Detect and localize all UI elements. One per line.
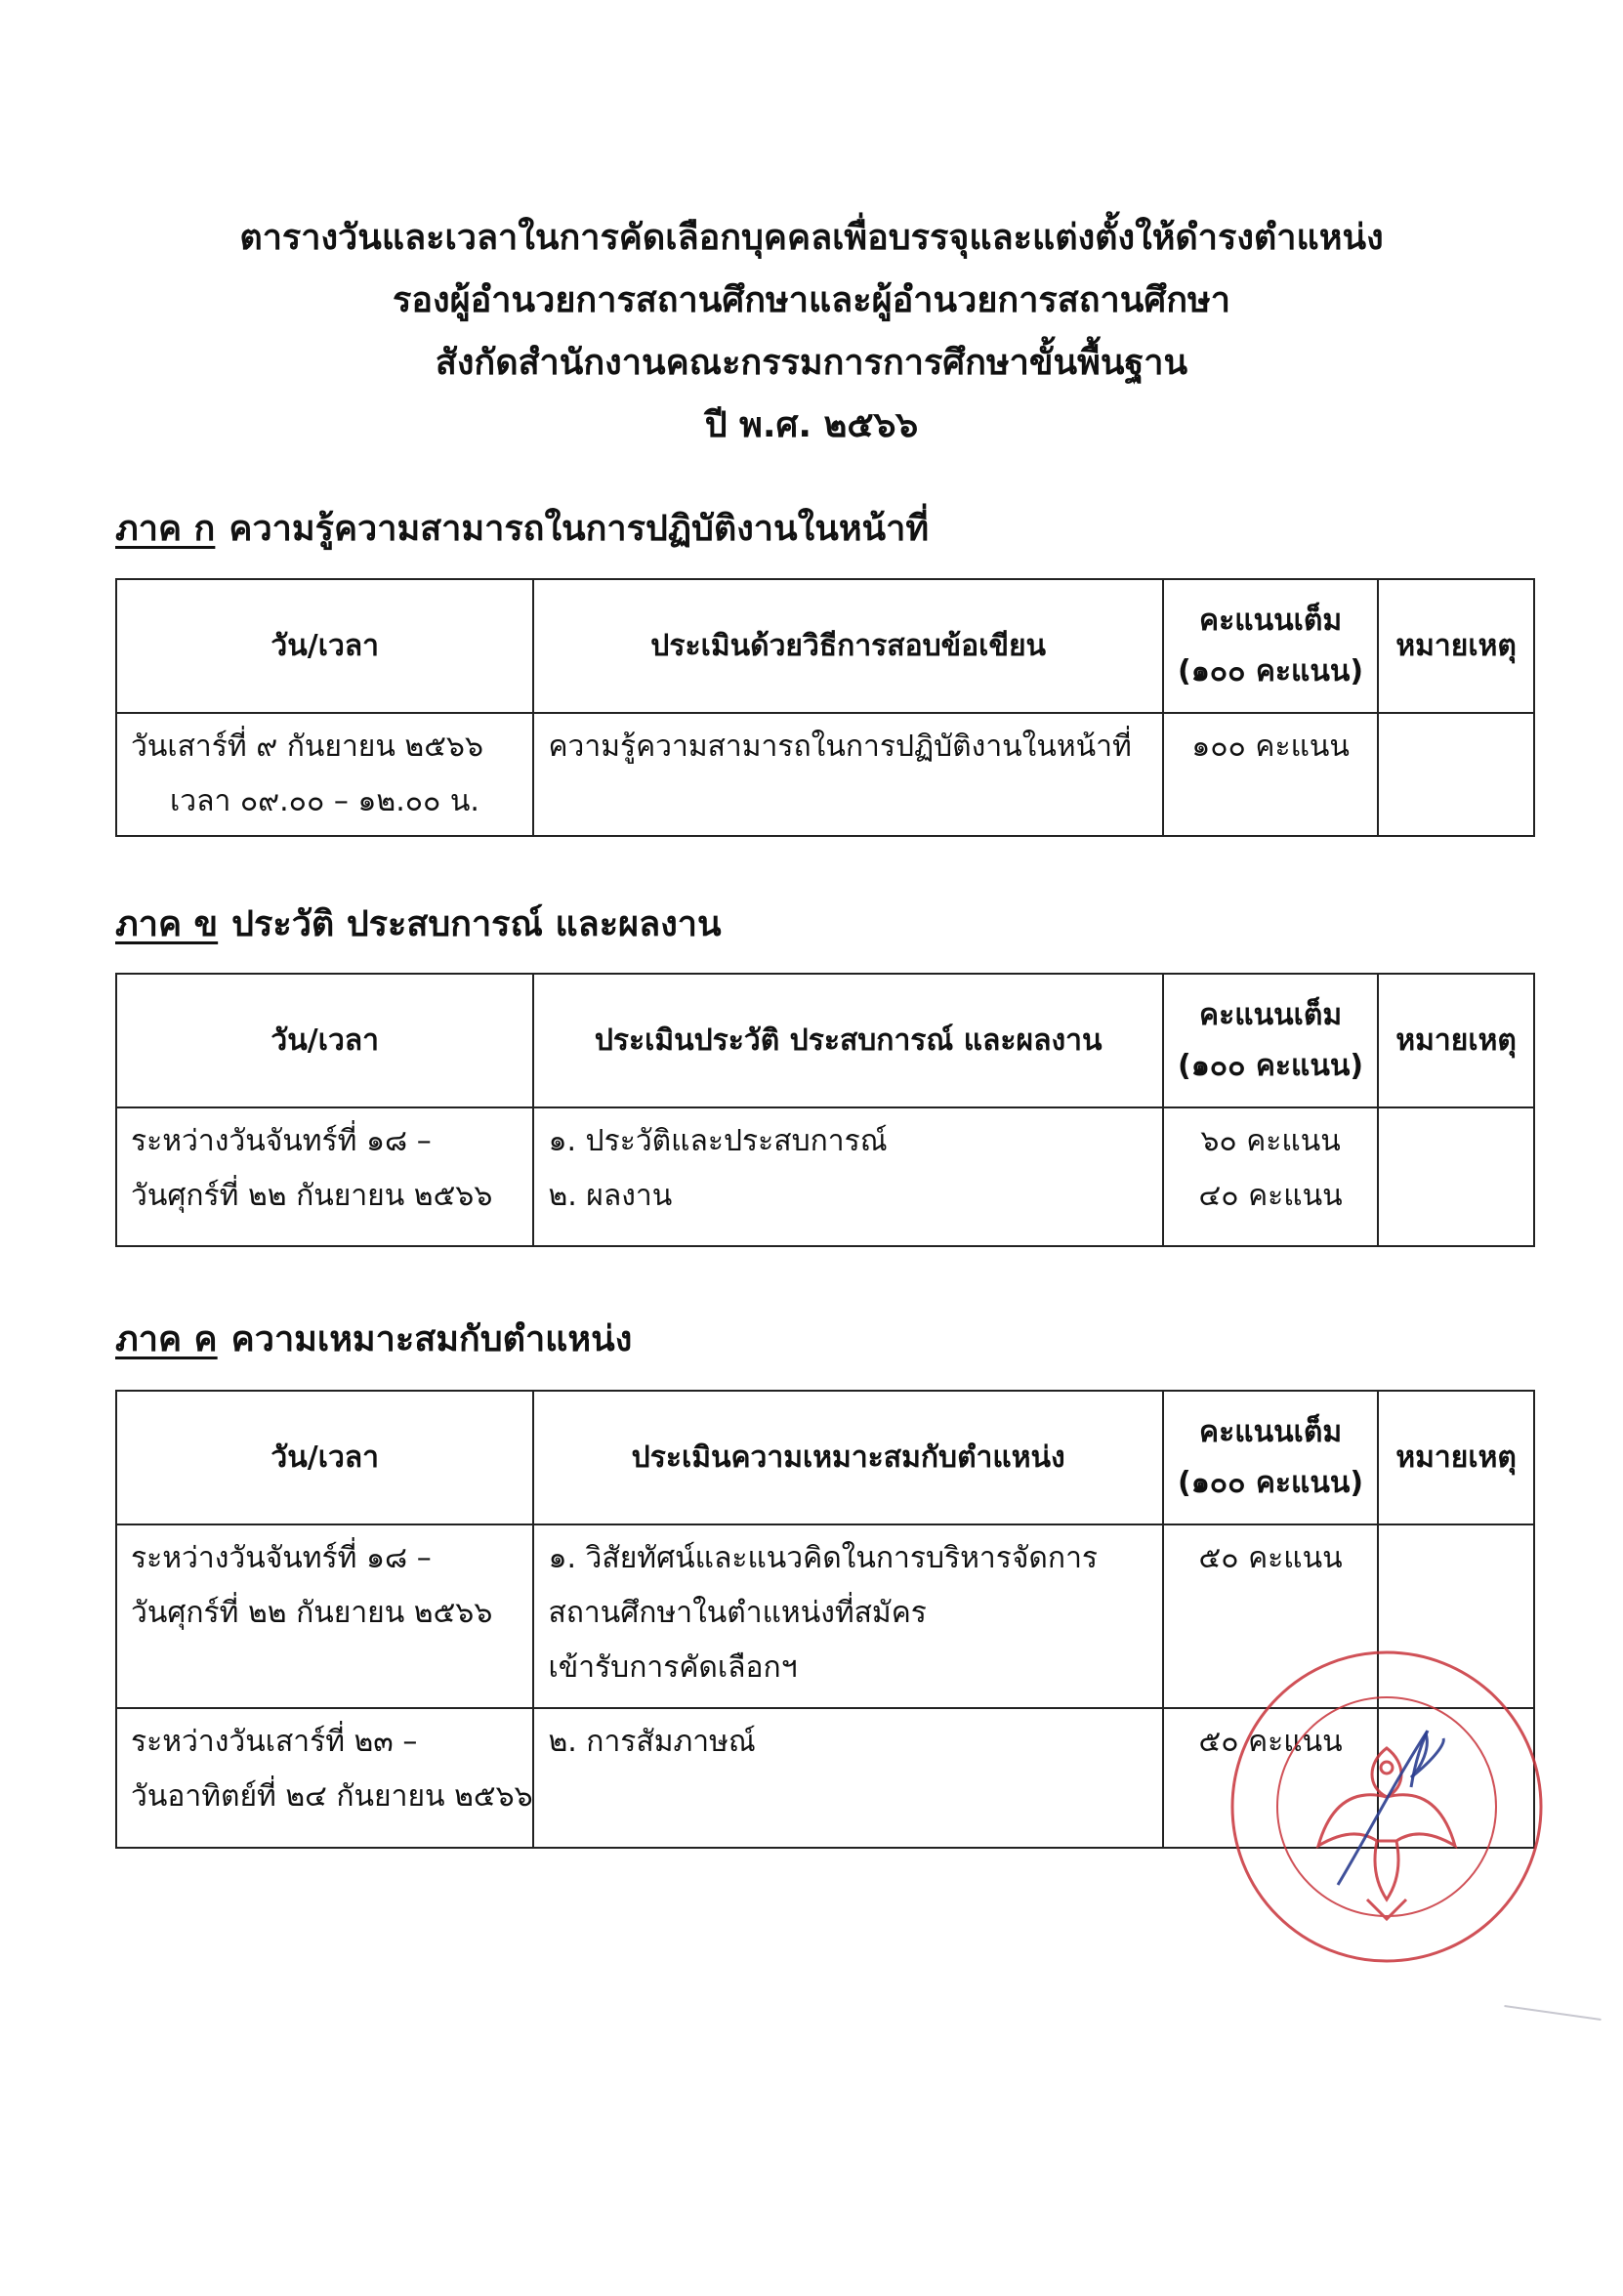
section-heading-a xyxy=(115,500,929,556)
header-score-line-2: (๑๐๐ คะแนน) xyxy=(1178,653,1364,689)
date-line-1: ระหว่างวันเสาร์ที่ ๒๓ – xyxy=(131,1725,418,1759)
cell-method xyxy=(533,1107,1162,1246)
cell-date xyxy=(116,1107,533,1246)
title-line-3: สังกัดสำนักงานคณะกรรมการการศึกษาขั้นพื้นฐาน xyxy=(435,343,1188,383)
method-line-1: ๑. ประวัติและประสบการณ์ xyxy=(548,1124,888,1158)
official-seal-icon xyxy=(1221,1641,1553,1973)
score-line-1: ๕๐ คะแนน xyxy=(1198,1541,1343,1575)
table-header-row xyxy=(116,579,1534,713)
header-score-line-2: (๑๐๐ คะแนน) xyxy=(1178,1465,1364,1500)
header-method: ประเมินด้วยวิธีการสอบข้อเขียน xyxy=(533,579,1162,713)
header-method: ประเมินประวัติ ประสบการณ์ และผลงาน xyxy=(533,974,1162,1107)
section-heading-b xyxy=(115,896,722,951)
cell-score xyxy=(1163,1107,1378,1246)
method-line-2: สถานศึกษาในตำแหน่งที่สมัคร xyxy=(548,1596,927,1630)
header-date: วัน/เวลา xyxy=(116,974,533,1107)
scan-mark xyxy=(1504,2005,1601,2021)
method-line-2: ๒. ผลงาน xyxy=(548,1179,673,1213)
cell-note xyxy=(1378,1107,1534,1246)
date-line-1: ระหว่างวันจันทร์ที่ ๑๘ – xyxy=(131,1541,432,1575)
section-part-label: ภาค ข xyxy=(115,904,219,944)
document-title xyxy=(0,207,1623,457)
method-line-3: เข้ารับการคัดเลือกฯ xyxy=(548,1650,798,1685)
schedule-table-a xyxy=(115,578,1535,837)
header-score xyxy=(1163,1391,1378,1524)
header-date: วัน/เวลา xyxy=(116,1391,533,1524)
score-line-1: ๖๐ คะแนน xyxy=(1200,1124,1341,1158)
cell-date xyxy=(116,713,533,836)
header-note: หมายเหตุ xyxy=(1378,579,1534,713)
method-line-1: ความรู้ความสามารถในการปฏิบัติงานในหน้าที่ xyxy=(548,730,1132,764)
schedule-table-b xyxy=(115,973,1535,1247)
date-line-1: วันเสาร์ที่ ๙ กันยายน ๒๕๖๖ xyxy=(131,730,483,764)
section-heading-text: ความเหมาะสมกับตำแหน่ง xyxy=(230,1319,633,1359)
cell-method xyxy=(533,1524,1162,1708)
header-score xyxy=(1163,579,1378,713)
header-score-line-1: คะแนนเต็ม xyxy=(1199,1414,1343,1449)
score-line-1: ๕๐ คะแนน xyxy=(1198,1725,1343,1759)
header-score-line-1: คะแนนเต็ม xyxy=(1199,603,1343,638)
date-line-2: วันอาทิตย์ที่ ๒๔ กันยายน ๒๕๖๖ xyxy=(131,1779,533,1814)
date-line-1: ระหว่างวันจันทร์ที่ ๑๘ – xyxy=(131,1124,432,1158)
table-header-row xyxy=(116,974,1534,1107)
date-line-2: วันศุกร์ที่ ๒๒ กันยายน ๒๕๖๖ xyxy=(131,1596,493,1630)
method-line-1: ๒. การสัมภาษณ์ xyxy=(548,1725,756,1759)
cell-note xyxy=(1378,713,1534,836)
title-line-2: รองผู้อำนวยการสถานศึกษาและผู้อำนวยการสถานศึกษา xyxy=(393,280,1230,320)
section-part-label: ภาค ก xyxy=(115,509,216,549)
cell-date xyxy=(116,1524,533,1708)
section-part-label: ภาค ค xyxy=(115,1319,218,1359)
cell-method xyxy=(533,713,1162,836)
title-line-4: ปี พ.ศ. ๒๕๖๖ xyxy=(704,405,919,445)
score-line-2: ๔๐ คะแนน xyxy=(1198,1179,1343,1213)
section-heading-text: ความรู้ความสามารถในการปฏิบัติงานในหน้าที่ xyxy=(229,509,930,549)
header-score-line-2: (๑๐๐ คะแนน) xyxy=(1178,1048,1364,1083)
cell-date xyxy=(116,1708,533,1848)
cell-method xyxy=(533,1708,1162,1848)
header-note: หมายเหตุ xyxy=(1378,1391,1534,1524)
cell-score xyxy=(1163,713,1378,836)
table-header-row xyxy=(116,1391,1534,1524)
header-score-line-1: คะแนนเต็ม xyxy=(1199,997,1343,1032)
table-row xyxy=(116,713,1534,836)
method-line-1: ๑. วิสัยทัศน์และแนวคิดในการบริหารจัดการ xyxy=(548,1541,1099,1575)
title-line-1: ตารางวันและเวลาในการคัดเลือกบุคคลเพื่อบรรจุและแต่งตั้งให้ดำรงตำแหน่ง xyxy=(239,218,1384,258)
header-score xyxy=(1163,974,1378,1107)
table-row xyxy=(116,1107,1534,1246)
header-date: วัน/เวลา xyxy=(116,579,533,713)
date-line-2: วันศุกร์ที่ ๒๒ กันยายน ๒๕๖๖ xyxy=(131,1179,493,1213)
section-heading-text: ประวัติ ประสบการณ์ และผลงาน xyxy=(231,904,722,944)
header-method: ประเมินความเหมาะสมกับตำแหน่ง xyxy=(533,1391,1162,1524)
header-note: หมายเหตุ xyxy=(1378,974,1534,1107)
score-line-1: ๑๐๐ คะแนน xyxy=(1191,730,1350,764)
date-line-2: เวลา ๐๙.๐๐ – ๑๒.๐๐ น. xyxy=(170,784,479,818)
section-heading-c xyxy=(115,1311,632,1366)
